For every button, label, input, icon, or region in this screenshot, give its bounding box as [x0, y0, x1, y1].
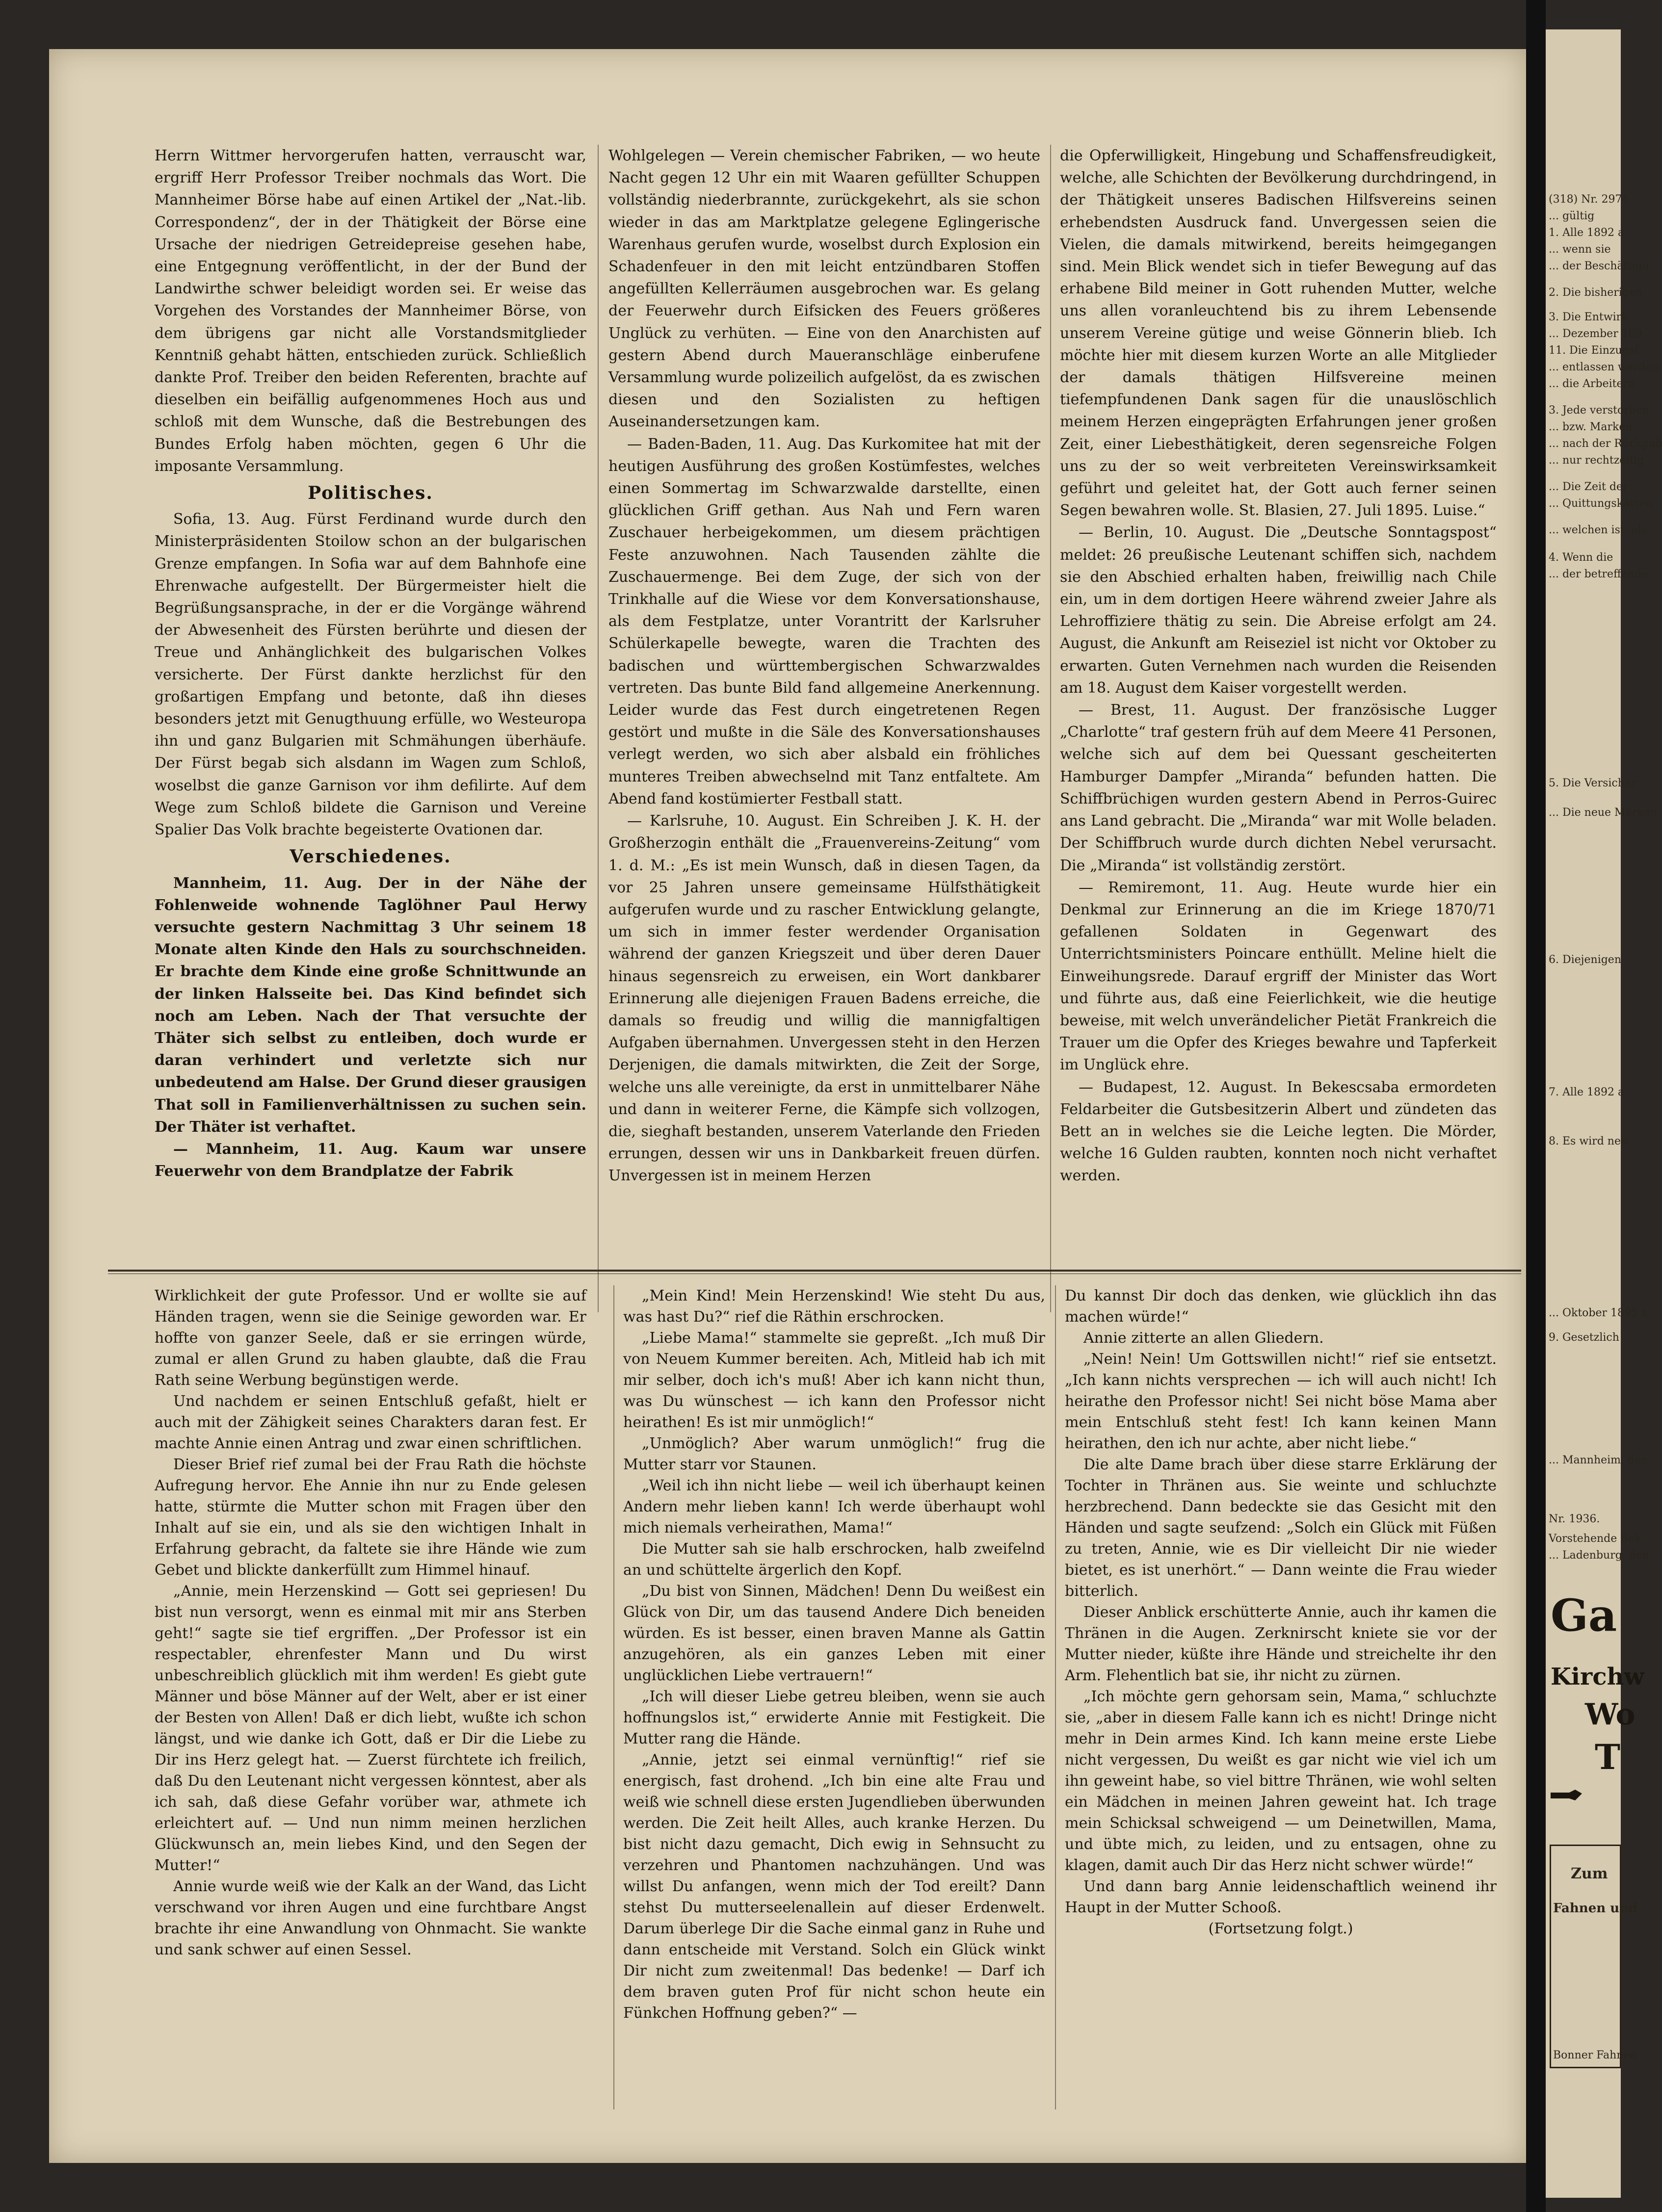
adjacent-text: 7. Alle 1892 a: [1549, 1086, 1625, 1098]
ad-box: [1550, 1845, 1638, 2068]
heading-verschiedenes: Verschiedenes.: [290, 846, 451, 867]
adjacent-text: ... Quittungskarten: [1549, 497, 1653, 510]
feuilleton-paragraph: „Liebe Mama!“ stammelte sie gepreßt. „Ich muß Dir von Neuem Kummer bereiten. Ach, Mitleid hab ich mit mir selber, doch ich's muß! Aber ich kann nicht thun, was Du wünschest — ich kann den Professor nicht heirathen! Es ist mir unmöglich!“: [623, 1329, 1045, 1431]
adjacent-text: ... der betreffende: [1549, 568, 1648, 580]
article-fabrik: Wohlgelegen — Verein chemischer Fabriken, — wo heute Nacht gegen 12 Uhr ein mit Waaren gefüllter Schuppen vollständig niederbrannte, zurückgekehrt, als sie schon wieder in das am Marktplatze gelegene Eglingerische Warenhaus gerufen wurde, woselbst durch Explosion ein Schadenfeuer in den mit leicht entzündbaren Stoffen angefüllten Kellerräumen ausgebrochen war. Es gelang der Feuerwehr durch Eifsicken des Feuers größeres Unglück zu verhüten. — Eine von den Anarchisten auf gestern Abend durch Maueranschläge einberufene Versammlung wurde polizeilich aufgelöst, da es zwischen diesen und den Sozialisten zu heftigen Auseinandersetzungen kam.: [608, 147, 1040, 431]
adjacent-text: 8. Es wird neu: [1549, 1135, 1628, 1147]
feuilleton-paragraph: Wirklichkeit der gute Professor. Und er wollte sie auf Händen tragen, wenn sie die Seinige geworden war. Er hoffte von ganzer Seele, daß er sie erringen würde, zumal er allen Grund zu haben glaubte, daß die Frau Rath seine Werbung begünstigen werde.: [155, 1287, 586, 1389]
article-brest: — Brest, 11. August. Der französische Lugger „Charlotte“ traf gestern früh auf dem Meere 41 Personen, welche sich auf dem bei Quessant gescheiterten Hamburger Dampfer „Miranda“ befunden hatten. Die Schiffbrüchigen wurden gestern Abend in Perros-Guirec ans Land gebracht. Die „Miranda“ war mit Wolle beladen. Der Schiffbruch wurde durch dichten Nebel verursacht. Die „Miranda“ ist vollständig zerstört.: [1060, 702, 1497, 874]
feuilleton-paragraph: „Ich möchte gern gehorsam sein, Mama,“ schluchzte sie, „aber in diesem Falle kann ich es nicht! Dringe nicht mehr in Dein armes Kind. Ich kann meine erste Liebe nicht vergessen, Du weißt es gar nicht wie viel ich um ihn geweint habe, so viel bittre Thränen, wie wohl selten ein Mädchen in meinen Jahren geweint hat. Ich trage mein Schicksal schweigend — um Deinetwillen, Mama, und übte mich, zu leiden, und zu entsagen, ohne zu klagen, damit auch Dir das Herz nicht schwer würde!“: [1065, 1688, 1497, 1874]
adjacent-text: ... Mannheim, den: [1549, 1454, 1648, 1466]
ad-fragment: T: [1595, 1737, 1621, 1777]
binding-gutter: [1526, 0, 1546, 2212]
feuilleton-paragraph: „Annie, jetzt sei einmal vernünftig!“ rief sie energisch, fast drohend. „Ich bin eine alte Frau und weiß wie schnell diese ersten Jugendlieben überwunden werden. Die Zeit heilt Alles, auch kranke Herzen. Du bist nicht dazu gemacht, Dich ewig in Sehnsucht zu verzehren und Phantomen nachzuhängen. Und was willst Du anfangen, wenn mich der Tod ereilt? Dann stehst Du mutterseelenallein auf dieser Erdenwelt. Darum überlege Dir die Sache einmal ganz in Ruhe und dann entscheide mit Verstand. Solch ein Glück winkt Dir nicht zum zweitenmal! Das bedenke! — Darf ich dem braven guten Prof für nicht schon heute ein Fünkchen Hoffnung geben?“ —: [623, 1751, 1045, 2022]
feuilleton-column-3: [1065, 1285, 1497, 1939]
fortsetzung-note: (Fortsetzung folgt.): [1208, 1920, 1353, 1937]
adjacent-text: 11. Die Einzugsf: [1549, 344, 1639, 357]
feuilleton-paragraph: „Weil ich ihn nicht liebe — weil ich überhaupt keinen Andern mehr lieben kann! Ich werde überhaupt wohl mich niemals verheirathen, Mama!“: [623, 1477, 1045, 1536]
article-karlsruhe: — Karlsruhe, 10. August. Ein Schreiben J. K. H. der Großherzogin enthält die „Frauenvereins-Zeitung“ vom 1. d. M.: „Es ist mein Wunsch, daß in diesen Tagen, da vor 25 Jahren unsere gemeinsame Hülfsthätigkeit aufgerufen wurde und zu rascher Entwicklung gelangte, um sich in immer fester werdender Organisation während der ganzen Kriegszeit und über deren Dauer hinaus segensreich zu erweisen, ein Wort dankbarer Erinnerung alle diejenigen Frauen Badens erreiche, die damals so freudig und willig die mannigfaltigen Aufgaben übernahmen. Unvergessen steht in den Herzen Derjenigen, die damals mitwirkten, die Zeit der Sorge, welche uns alle vereinigte, da erst in unmittelbarer Nähe und dann in weiterer Ferne, die Kämpfe sich vollzogen, die, sieghaft bestanden, unserem Vaterlande den Frieden errungen, dessen wir uns in Dankbarkeit freuen dürfen. Unvergessen ist in meinem Herzen: [608, 812, 1040, 1185]
article-mannheim-1: Mannheim, 11. Aug. Der in der Nähe der Fohlenweide wohnende Taglöhner Paul Herwy versuchte gestern Nachmittag 3 Uhr seinem 18 Monate alten Kinde den Hals zu sourchschneiden. Er brachte dem Kinde eine große Schnittwunde an der linken Halsseite bei. Das Kind befindet sich noch am Leben. Nach der That versuchte der Thäter sich selbst zu entleiben, doch wurde er daran verhindert und verletzte sich nur unbedeutend am Halse. Der Grund dieser grausigen That soll in Familienverhältnissen zu suchen sein. Der Thäter ist verhaftet.: [155, 874, 586, 1136]
adjacent-text: ... die Arbeitern: [1549, 378, 1636, 390]
article-wittmer: Herrn Wittmer hervorgerufen hatten, verrauscht war, ergriff Herr Professor Treiber nochmals das Wort. Die Mannheimer Börse habe auf einen Artikel der „Nat.-lib. Correspondenz“, der in der Thätigkeit der Börse eine Ursache der niedrigen Getreidepreise gesehen habe, eine Entgegnung veröffentlicht, in der der Bund der Landwirthe schwer beleidigt worden sei. Er weise das Vorgehen des Vorstandes der Mannheimer Börse, von dem übrigens gar nicht alle Vorstandsmitglieder Kenntniß gehabt hätten, entschieden zurück. Schließlich dankte Prof. Treiber den beiden Referenten, brachte auf dieselben ein beifällig aufgenommenes Hoch aus und schloß mit dem Wunsche, daß die Bestrebungen des Bundes Erfolg haben möchten, gegen 6 Uhr die imposante Versammlung.: [155, 147, 586, 475]
article-sofia: Sofia, 13. Aug. Fürst Ferdinand wurde durch den Ministerpräsidenten Stoilow schon an der bulgarischen Grenze empfangen. In Sofia war auf dem Bahnhofe eine Ehrenwache aufgestellt. Der Bürgermeister hielt die Begrüßungsansprache, in der er die Vorgänge während der Abwesenheit des Fürsten berührte und diesen der Treue und Anhänglichkeit des bulgarischen Volkes versicherte. Der Fürst dankte herzlichst für den großartigen Empfang und betonte, daß ihn dieses besonders jetzt mit Genugthuung erfülle, wo Westeuropa ihn und ganz Bulgarien mit Schmähungen überhäufe. Der Fürst begab sich alsdann im Wagen zum Schloß, woselbst die ganze Garnison vor ihm defilirte. Auf dem Wege zum Schloß bildete die Garnison und Vereine Spalier Das Volk brachte begeisterte Ovationen dar.: [155, 511, 586, 839]
ad-fragment: Ga: [1551, 1589, 1617, 1641]
column-3: [1060, 145, 1497, 1187]
adjacent-text: 6. Diejenigen: [1549, 954, 1621, 966]
adjacent-text: ... nur rechtzeitig: [1549, 454, 1644, 467]
article-remiremont: — Remiremont, 11. Aug. Heute wurde hier ein Denkmal zur Erinnerung an die im Kriege 1870/71 gefallenen Soldaten in Gegenwart des Unterrichtsministers Poincare enthüllt. Meline hielt die Einweihungsrede. Darauf ergriff der Minister das Wort und führte aus, daß eine Feierlichkeit, wie die heutige beweise, mit welch unverändelicher Pietät Frankreich die Trauer um die Opfer des Krieges bewahre und Tapferkeit im Unglück ehre.: [1060, 879, 1497, 1074]
column-2: [608, 145, 1040, 1187]
feuilleton-paragraph: „Mein Kind! Mein Herzenskind! Wie steht Du aus, was hast Du?“ rief die Räthin erschrocken.: [623, 1287, 1045, 1326]
feuilleton-paragraph: Dieser Brief rief zumal bei der Frau Rath die höchste Aufregung hervor. Ehe Annie ihn nur zu Ende gelesen hatte, stürmte die Mutter schon mit Fragen über den Inhalt auf sie ein, und als sie den wichtigen Inhalt in Erfahrung gebracht, da faltete sie ihre Hände wie zum Gebet und blickte dankerfüllt zum Himmel hinauf.: [155, 1456, 586, 1579]
ad-fragment: Wo: [1585, 1697, 1636, 1732]
article-mannheim-2: — Mannheim, 11. Aug. Kaum war unsere Feuerwehr von dem Brandplatze der Fabrik: [155, 1140, 586, 1180]
feuilleton-paragraph: Annie wurde weiß wie der Kalk an der Wand, das Licht verschwand vor ihren Augen und eine furchtbare Angst brachte ihr eine Anwandlung von Ohnmacht. Sie wankte und sank schwer auf einen Sessel.: [155, 1878, 586, 1958]
adjacent-text: Zum: [1571, 1865, 1608, 1882]
heading-politisches: Politisches.: [308, 483, 433, 504]
adjacent-text: Bonner Fahnen: [1553, 2049, 1637, 2061]
column-rule: [1055, 1285, 1056, 2109]
feuilleton-paragraph: „Du bist von Sinnen, Mädchen! Denn Du weißest ein Glück von Dir, um das tausend Andere Dich beneiden würden. Es ist besser, einen braven Manne als Gattin anzugehören, als ein ganzes Leben mit einer unglücklichen Liebe vertrauern!“: [623, 1583, 1045, 1684]
column-rule: [1050, 145, 1051, 1312]
article-luise: die Opferwilligkeit, Hingebung und Schaffensfreudigkeit, welche, alle Schichten der Bevölkerung durchdringend, in der Thätigkeit unseres Badischen Hilfsvereins seinen erhebendsten Ausdruck fand. Unvergessen seien die Vielen, die damals mitwirkend, bereits heimgegangen sind. Mein Blick wendet sich in tiefer Bewegung auf das erhabene Bild meiner in Gott ruhenden Mutter, welche uns allen voranleuchtend bis zu ihrem Lebensende unserem Vereine gütige und weise Gönnerin blieb. Ich möchte hier mit diesem kurzen Worte an alle Mitglieder der damals thätigen Hilfsvereine meinen tiefempfundenen Dank sagen für die unauslöschlich meinem Herzen eingeprägten Erfahrungen jener großen Zeit, einer Liebesthätigkeit, deren segensreiche Folgen uns zu der so weit verbreiteten Vereinswirksamkeit geführt und geleitet hat, der Gott auch ferner seinen Segen bewahren wolle. St. Blasien, 27. Juli 1895. Luise.“: [1060, 147, 1497, 520]
adjacent-text: 4. Wenn die: [1549, 551, 1613, 564]
ad-fragment: Kirchw: [1551, 1663, 1644, 1691]
adjacent-text: ... der Beschäftigu: [1549, 260, 1649, 272]
adjacent-text: Vorstehende Bek: [1549, 1533, 1641, 1545]
newspaper-page: [49, 49, 1526, 2163]
adjacent-text: Fahnen und: [1553, 1901, 1638, 1916]
adjacent-text: ... Dezember 189: [1549, 328, 1642, 340]
feuilleton-column-1: [155, 1285, 586, 1960]
feuilleton-column-2: [623, 1285, 1045, 2024]
feuilleton-paragraph: „Ich will dieser Liebe getreu bleiben, wenn sie auch hoffnungslos ist,“ erwiderte Annie mit Festigkeit. Die Mutter rang die Hände.: [623, 1688, 1045, 1747]
adjacent-text: 1. Alle 1892 a: [1549, 227, 1625, 239]
adjacent-text: Nr. 1936.: [1549, 1513, 1600, 1525]
adjacent-text: 5. Die Versicher: [1549, 777, 1636, 789]
adjacent-text: 9. Gesetzlich: [1549, 1331, 1619, 1344]
adjacent-page-edge: [1546, 29, 1662, 2198]
adjacent-text: 3. Jede verstorben: [1549, 404, 1650, 416]
article-baden-baden: — Baden-Baden, 11. Aug. Das Kurkomitee hat mit der heutigen Ausführung des großen Kostümfestes, welches einen Sommertag im Schwarzwalde darstellte, einen glücklichen Griff gethan. Aus Nah und Fern waren Zuschauer herbeigekommen, um diesem prächtigen Feste anzuwohnen. Nach Tausenden zählte die Zuschauermenge. Bei dem Zuge, der sich von der Trinkhalle auf die Wiese vor dem Konversationshause, als dem Festplatze, unter Vorantritt der Karlsruher Schülerkapelle bewegte, waren die Trachten des badischen und württembergischen Schwarzwaldes vertreten. Das bunte Bild fand allgemeine Anerkennung. Leider wurde das Fest durch eingetretenen Regen gestört und mußte in die Säle des Konversationshauses verlegt werden, wo sich aber alsbald ein fröhliches munteres Treiben abwechselnd mit Tanz entfaltete. Am Abend fand kostümierter Festball statt.: [608, 435, 1040, 807]
adjacent-text: ... Die Zeit der: [1549, 481, 1628, 493]
adjacent-text: ... nach der Rückgab: [1549, 438, 1662, 450]
feuilleton-rule: [108, 1270, 1521, 1272]
adjacent-text: ... bzw. Marken: [1549, 421, 1633, 433]
feuilleton-paragraph: Und nachdem er seinen Entschluß gefaßt, hielt er auch mit der Zähigkeit seines Charakters daran fest. Er machte Annie einen Antrag und zwar einen schriftlichen.: [155, 1393, 586, 1452]
adjacent-text: (318) Nr. 2974: [1549, 193, 1629, 206]
adjacent-text: ... wenn sie: [1549, 243, 1611, 256]
column-rule: [598, 145, 599, 1312]
feuilleton-paragraph: „Annie, mein Herzenskind — Gott sei gepriesen! Du bist nun versorgt, wenn es einmal mit mir ans Sterben geht!“ sagte sie tief ergriffen. „Der Professor ist ein respectabler, ehrenfester Mann und Du wirst unbeschreiblich glücklich mit ihm werden! Es giebt gute Männer und böse Männer auf der Welt, aber er ist einer der Besten von Allen! Daß er dich liebt, wußte ich schon längst, und wie danke ich Gott, daß er Dir die Liebe zu Dir ins Herz gelegt hat. — Zuerst fürchtete ich freilich, daß Du den Leutenant nicht vergessen könntest, aber als ich sah, daß diese Gefahr vorüber war, athmete ich erleichtert auf. — Und nun nimm meinen herzlichen Glückwunsch an, mein liebes Kind, und den Segen der Mutter!“: [155, 1583, 586, 1874]
adjacent-text: ... Die neue Marken: [1549, 807, 1657, 819]
feuilleton-paragraph: Die alte Dame brach über diese starre Erklärung der Tochter in Thränen aus. Sie weinte und schluchzte herzbrechend. Dann bedeckte sie das Gesicht mit den Händen und sagte seufzend: „Solch ein Glück mit Füßen zu treten, Annie, wie es Dir vielleicht Dir nie wieder bietet, es ist unerhört.“ — Dann weinte die Frau wieder bitterlich.: [1065, 1456, 1497, 1600]
adjacent-text: ... welchen ist, als: [1549, 524, 1647, 536]
adjacent-text: ... Oktober 1895 a: [1549, 1307, 1648, 1319]
feuilleton-paragraph: Du kannst Dir doch das denken, wie glücklich ihn das machen würde!“: [1065, 1287, 1497, 1326]
feuilleton-paragraph: Dieser Anblick erschütterte Annie, auch ihr kamen die Thränen in die Augen. Zerknirscht kniete sie vor der Mutter nieder, küßte ihre Hände und streichelte ihr den Arm. Flehentlich bat sie, ihr nicht zu zürnen.: [1065, 1604, 1497, 1684]
feuilleton-paragraph: „Nein! Nein! Um Gottswillen nicht!“ rief sie entsetzt. „Ich kann nichts versprechen — ich will auch nicht! Ich heirathe den Professor nicht! Sei nicht böse Mama aber mein Entschluß steht fest! Ich kann keinen Mann heirathen, den ich nur achte, aber nicht liebe.“: [1065, 1351, 1497, 1452]
feuilleton-paragraph: Annie zitterte an allen Gliedern.: [1083, 1329, 1324, 1347]
adjacent-text: 2. Die bisherigen: [1549, 286, 1643, 299]
feuilleton-paragraph: Und dann barg Annie leidenschaftlich weinend ihr Haupt in der Mutter Schooß.: [1065, 1878, 1497, 1916]
pointing-hand-icon: [1550, 1786, 1584, 1805]
column-1: [155, 145, 586, 1182]
article-berlin: — Berlin, 10. August. Die „Deutsche Sonntagspost“ meldet: 26 preußische Leutenant schiffen sich, nachdem sie den Abschied erhalten haben, freiwillig nach Chile ein, um in dem dortigen Heere während zweier Jahre als Lehroffiziere thätig zu sein. Die Abreise erfolgt am 24. August, die Ankunft am Reiseziel ist nicht vor Oktober zu erwarten. Guten Vernehmen nach wurden die Reisenden am 18. August dem Kaiser vorgestellt werden.: [1060, 524, 1497, 697]
article-budapest: — Budapest, 12. August. In Bekescsaba ermordeten Feldarbeiter die Gutsbesitzerin Albert und zündeten das Bett an in welches sie die Leiche legten. Die Mörder, welche 16 Gulden raubten, konnten noch nicht verhaftet werden.: [1060, 1078, 1497, 1185]
adjacent-text: ... entlassen werden: [1549, 361, 1659, 373]
feuilleton-paragraph: „Unmöglich? Aber warum unmöglich!“ frug die Mutter starr vor Staunen.: [623, 1435, 1045, 1473]
feuilleton-paragraph: Die Mutter sah sie halb erschrocken, halb zweifelnd an und schüttelte ärgerlich den Kopf.: [623, 1540, 1045, 1579]
adjacent-text: ... Ladenburg, den: [1549, 1549, 1650, 1561]
adjacent-text: ... gültig: [1549, 210, 1595, 222]
column-rule: [613, 1285, 614, 2109]
adjacent-text: 3. Die Entwirk: [1549, 311, 1628, 323]
